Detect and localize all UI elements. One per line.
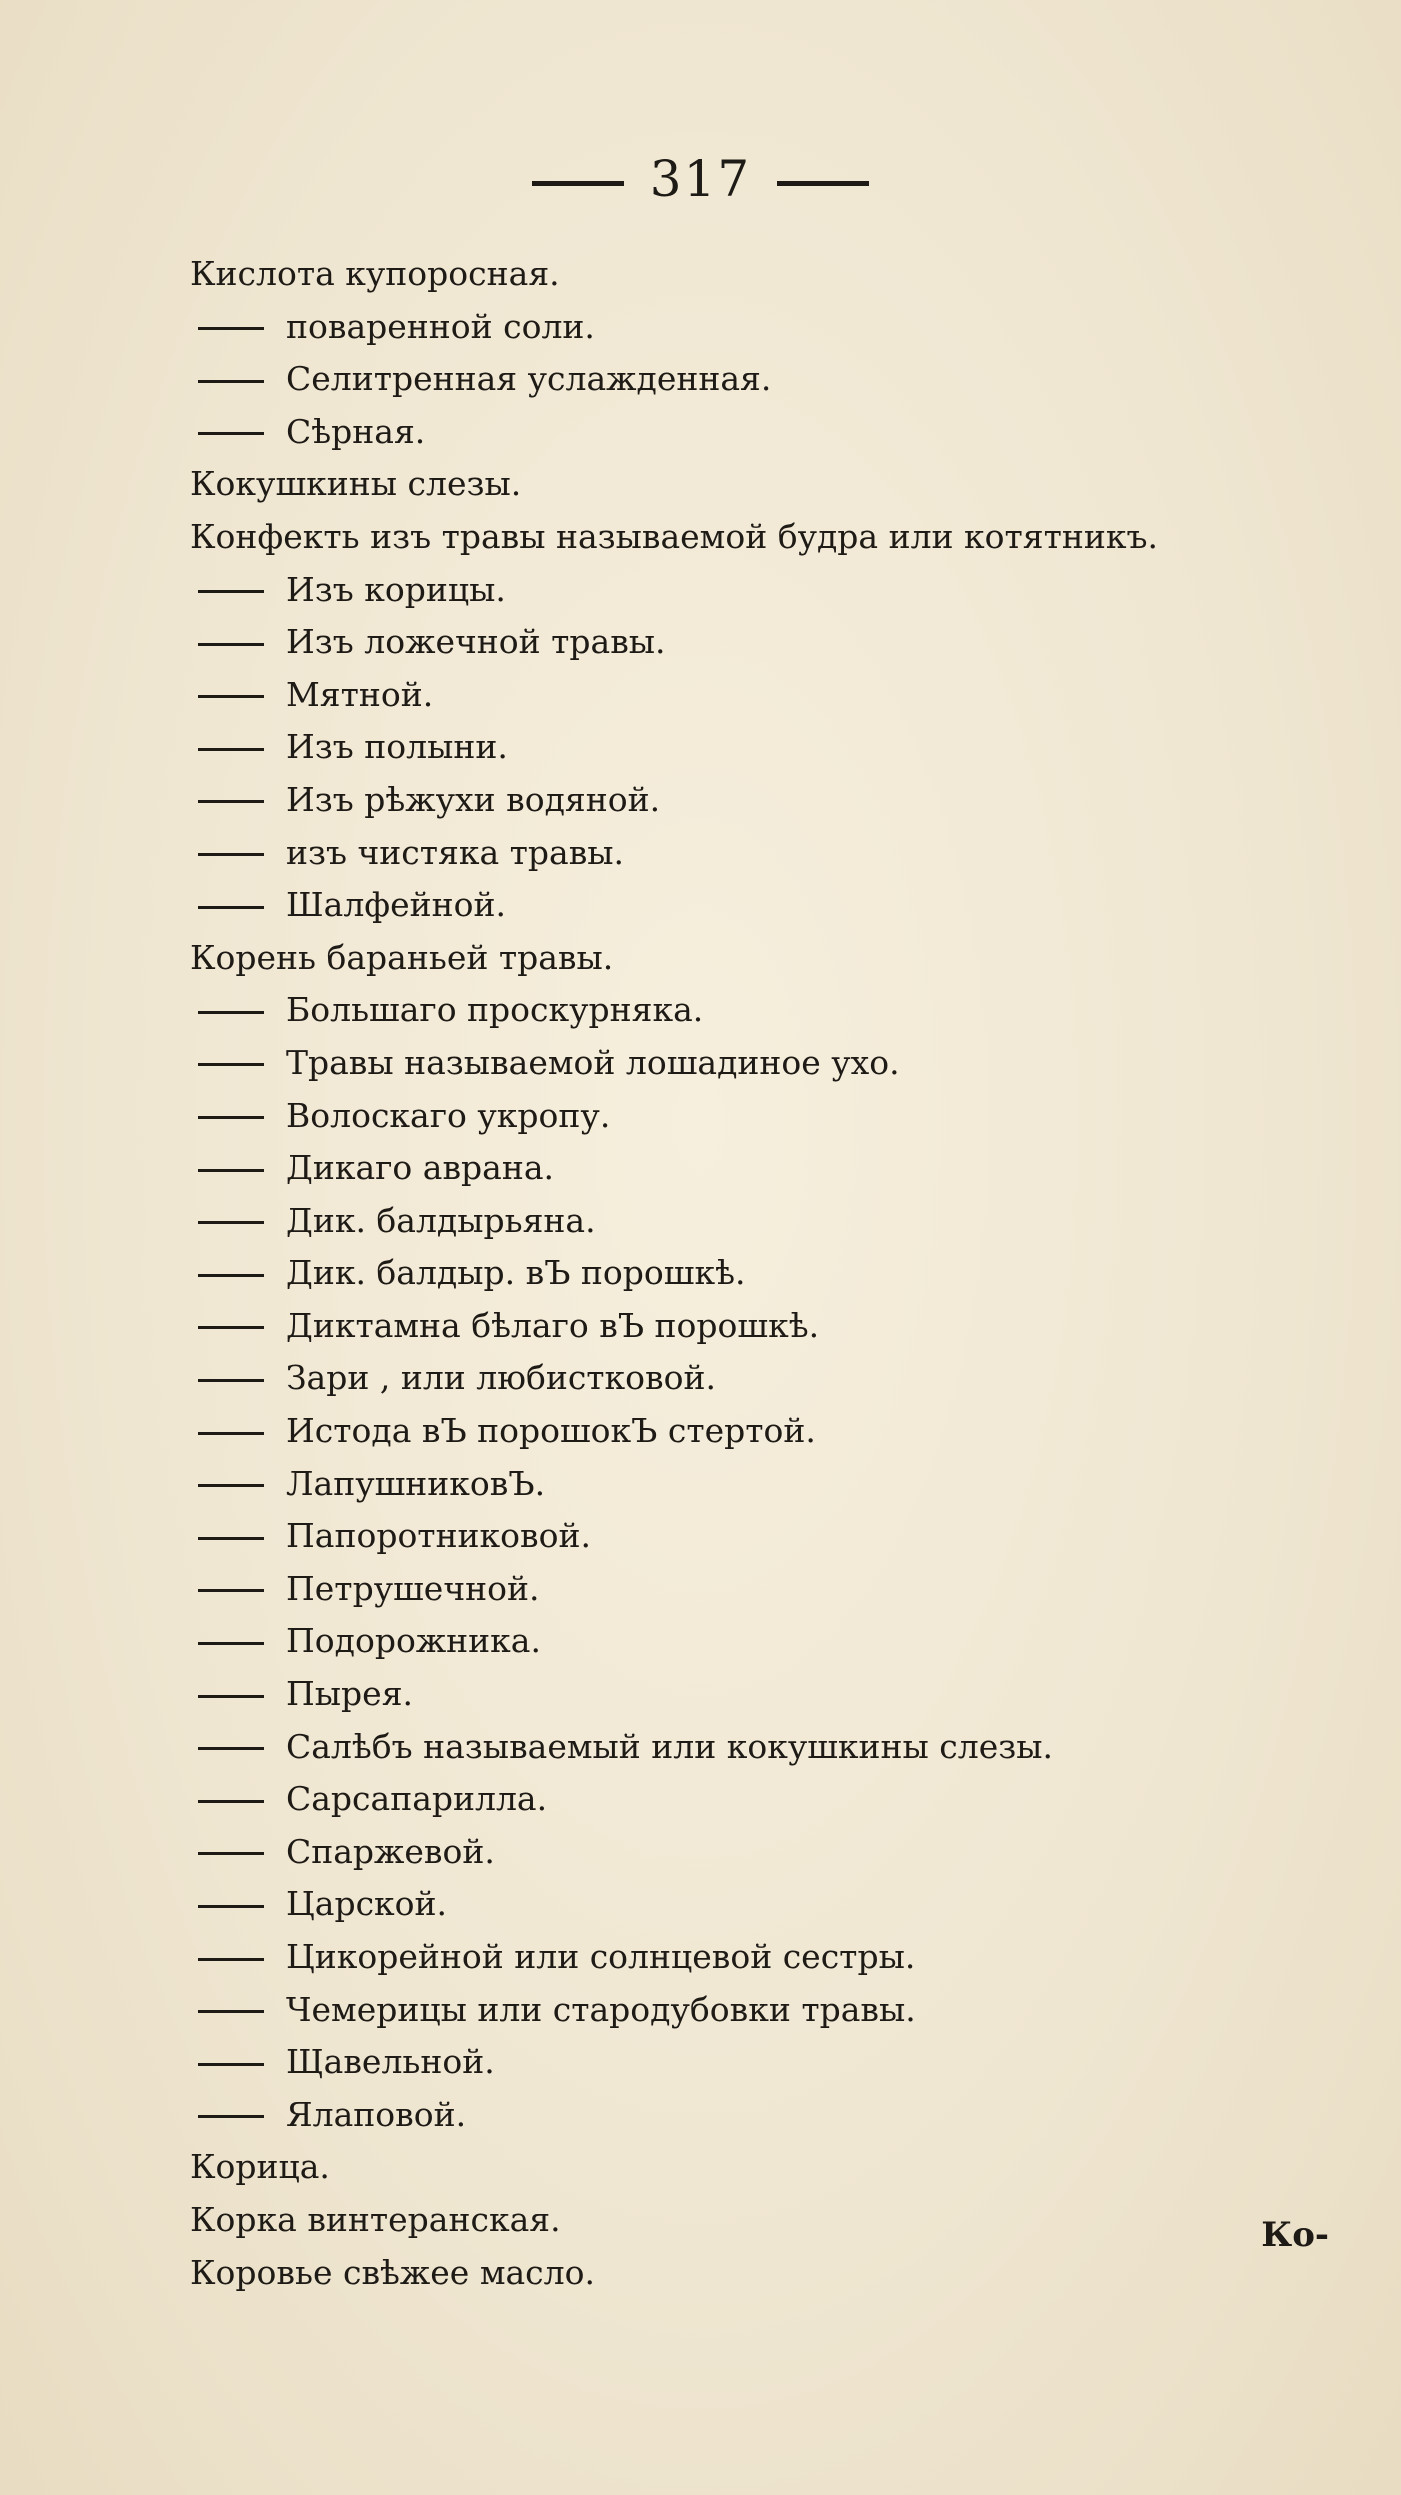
- entry-text: Подорожника.: [286, 1621, 541, 1661]
- entry-text: Царской.: [286, 1884, 448, 1924]
- entry-text: Дик. балдыр. вЪ порошкѣ.: [286, 1253, 746, 1293]
- ditto-dash: [198, 1011, 264, 1014]
- main-entry: [190, 2194, 1330, 2247]
- ditto-dash: [198, 643, 264, 646]
- main-entry: [190, 2141, 1330, 2194]
- sub-entry: [190, 353, 1330, 406]
- ditto-dash: [198, 695, 264, 698]
- entry-text: Кокушкины слезы.: [190, 464, 522, 504]
- entry-text: Диктамна бѣлаго вЪ порошкѣ.: [286, 1305, 820, 1345]
- entry-text: Папоротниковой.: [286, 1516, 591, 1556]
- catchword: Ко-: [1261, 2215, 1329, 2255]
- sub-entry: [190, 984, 1330, 1037]
- sub-entry: [190, 1142, 1330, 1195]
- entry-text: Мятной.: [286, 674, 434, 714]
- entry-text: Салѣбъ называемый или кокушкины слезы.: [286, 1726, 1054, 1766]
- sub-entry: [190, 774, 1330, 827]
- entry-text: Сѣрная.: [286, 411, 426, 451]
- entry-text: Чемерицы или стародубовки травы.: [286, 1989, 916, 2029]
- ditto-dash: [198, 1274, 264, 1277]
- entry-text: Травы называемой лошадиное ухо.: [286, 1042, 900, 1082]
- ditto-dash: [198, 1852, 264, 1855]
- entry-text: Дикаго аврана.: [286, 1148, 554, 1188]
- entry-text: Шалфейной.: [286, 885, 506, 925]
- sub-entry: [190, 1247, 1330, 1300]
- ditto-dash: [198, 1221, 264, 1224]
- main-entry: [190, 511, 1330, 564]
- entry-text: ЛапушниковЪ.: [286, 1463, 546, 1503]
- entry-text: Изъ полыни.: [286, 727, 508, 767]
- sub-entry: [190, 669, 1330, 722]
- ditto-dash: [198, 1116, 264, 1119]
- ditto-dash: [198, 1747, 264, 1750]
- ditto-dash: [198, 2063, 264, 2066]
- sub-entry: [190, 301, 1330, 354]
- sub-entry: [190, 1826, 1330, 1879]
- ditto-dash: [198, 1432, 264, 1435]
- entry-list: [190, 248, 1330, 2299]
- sub-entry: [190, 1090, 1330, 1143]
- entry-text: Петрушечной.: [286, 1568, 540, 1608]
- ditto-dash: [198, 853, 264, 856]
- sub-entry: [190, 1300, 1330, 1353]
- entry-text: Ялаповой.: [286, 2094, 467, 2134]
- entry-text: Дик. балдырьяна.: [286, 1200, 596, 1240]
- entry-text: Пырея.: [286, 1674, 414, 1714]
- entry-text: Конфекть изъ травы называемой будра или котятникъ.: [190, 516, 1158, 556]
- sub-entry: [190, 1352, 1330, 1405]
- ditto-dash: [198, 1642, 264, 1645]
- entry-text: Селитренная услажденная.: [286, 359, 772, 399]
- entry-text: Щавельной.: [286, 2042, 495, 2082]
- entry-text: Изъ ложечной травы.: [286, 622, 666, 662]
- ditto-dash: [198, 1589, 264, 1592]
- ditto-dash: [198, 800, 264, 803]
- sub-entry: [190, 827, 1330, 880]
- main-entry: [190, 248, 1330, 301]
- entry-text: Корица.: [190, 2147, 330, 2187]
- sub-entry: [190, 1721, 1330, 1774]
- entry-text: изъ чистяка травы.: [286, 832, 625, 872]
- sub-entry: [190, 1931, 1330, 1984]
- sub-entry: [190, 2036, 1330, 2089]
- page-number: 317: [649, 150, 752, 208]
- ditto-dash: [198, 1484, 264, 1487]
- entry-text: Корень бараньей травы.: [190, 937, 614, 977]
- ditto-dash: [198, 1063, 264, 1066]
- ditto-dash: [198, 432, 264, 435]
- ditto-dash: [198, 1905, 264, 1908]
- ditto-dash: [198, 1695, 264, 1698]
- ditto-dash: [198, 1169, 264, 1172]
- sub-entry: [190, 1195, 1330, 1248]
- sub-entry: [190, 1615, 1330, 1668]
- ditto-dash: [198, 906, 264, 909]
- main-entry: [190, 2247, 1330, 2300]
- entry-text: Корка винтеранская.: [190, 2199, 561, 2239]
- sub-entry: [190, 1773, 1330, 1826]
- ditto-dash: [198, 2010, 264, 2013]
- entry-text: Цикорейной или солнцевой сестры.: [286, 1937, 916, 1976]
- ditto-dash: [198, 748, 264, 751]
- entry-text: Спаржевой.: [286, 1831, 495, 1871]
- entry-text: Коровье свѣжее масло.: [190, 2252, 595, 2292]
- header-rule-left: [532, 181, 624, 186]
- entry-text: Изъ корицы.: [286, 569, 506, 609]
- page-header: [0, 150, 1401, 208]
- entry-text: Волоскаго укропу.: [286, 1095, 611, 1135]
- sub-entry: [190, 2089, 1330, 2142]
- main-entry: [190, 458, 1330, 511]
- sub-entry: [190, 721, 1330, 774]
- sub-entry: [190, 406, 1330, 459]
- header-rule-right: [777, 181, 869, 186]
- entry-text: Изъ рѣжухи водяной.: [286, 779, 661, 819]
- sub-entry: [190, 1878, 1330, 1931]
- ditto-dash: [198, 1800, 264, 1803]
- sub-entry: [190, 1668, 1330, 1721]
- sub-entry: [190, 1405, 1330, 1458]
- main-entry: [190, 932, 1330, 985]
- ditto-dash: [198, 327, 264, 330]
- ditto-dash: [198, 2115, 264, 2118]
- ditto-dash: [198, 380, 264, 383]
- sub-entry: [190, 1458, 1330, 1511]
- ditto-dash: [198, 1379, 264, 1382]
- sub-entry: [190, 1984, 1330, 2037]
- entry-text: Большаго проскурняка.: [286, 990, 704, 1030]
- sub-entry: [190, 1563, 1330, 1616]
- ditto-dash: [198, 590, 264, 593]
- ditto-dash: [198, 1958, 264, 1961]
- sub-entry: [190, 879, 1330, 932]
- sub-entry: [190, 1510, 1330, 1563]
- sub-entry: [190, 616, 1330, 669]
- entry-text: Кислота купоросная.: [190, 254, 560, 293]
- entry-text: Зари , или любистковой.: [286, 1358, 716, 1398]
- entry-text: поваренной соли.: [286, 306, 595, 346]
- sub-entry: [190, 1037, 1330, 1090]
- entry-text: Сарсапарилла.: [286, 1779, 548, 1819]
- ditto-dash: [198, 1537, 264, 1540]
- sub-entry: [190, 564, 1330, 617]
- entry-text: Истода вЪ порошокЪ стертой.: [286, 1411, 816, 1451]
- ditto-dash: [198, 1326, 264, 1329]
